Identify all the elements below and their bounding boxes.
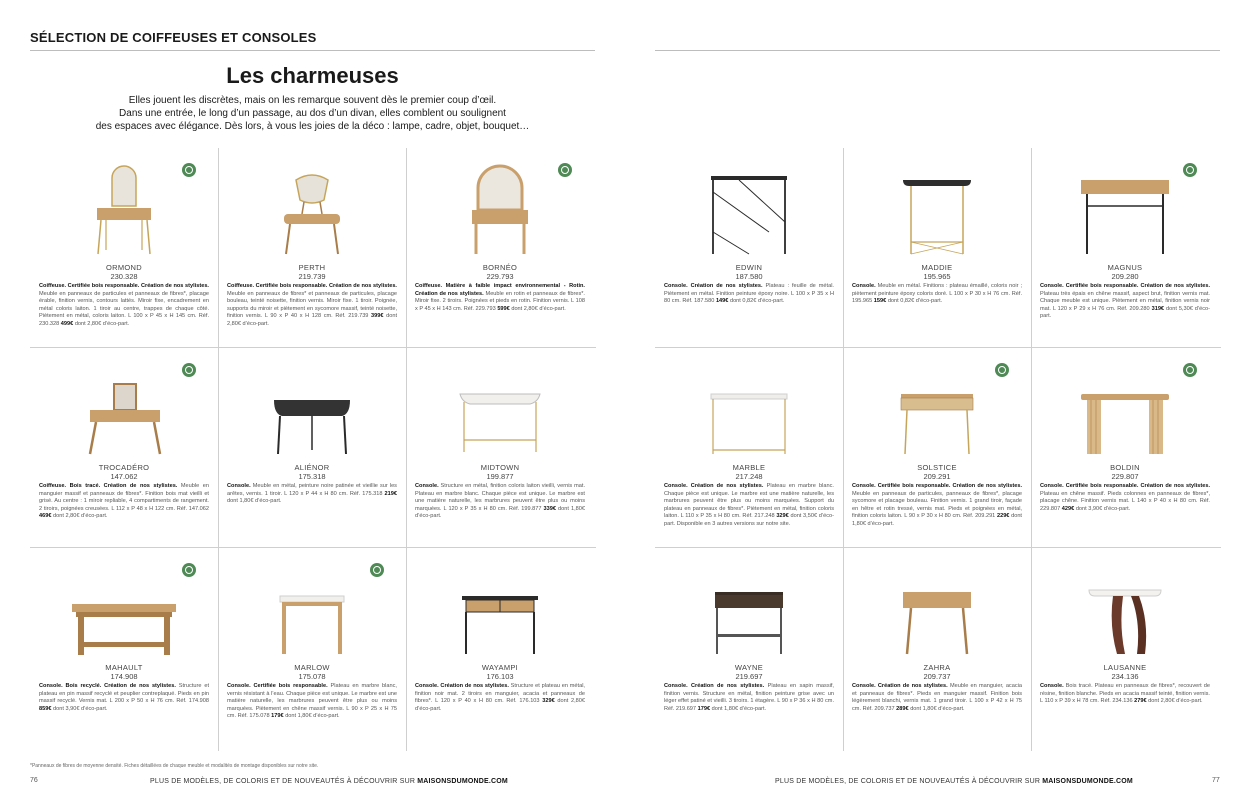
product-lead: Console. Certifiée bois responsable. Création de nos stylistes. — [852, 483, 1022, 489]
product-description — [664, 283, 834, 306]
product-price: 229€ — [996, 513, 1010, 520]
product-card[interactable] — [1031, 548, 1219, 748]
eco-participation: dont 0,82€ d’éco-part. — [887, 298, 943, 305]
product-name: MADDIE — [921, 263, 953, 272]
product-reference: 175.318 — [298, 472, 326, 481]
product-price: 339€ — [543, 505, 556, 512]
product-image[interactable] — [1031, 562, 1219, 662]
cta-text: PLUS DE MODÈLES, DE COLORIS ET DE NOUVEAUTÉS À DÉCOUVRIR SUR — [150, 778, 416, 785]
product-price: 599€ — [497, 305, 510, 312]
product-description — [664, 483, 834, 529]
product-image[interactable] — [406, 362, 594, 462]
product-name: TROCADÉRO — [98, 463, 150, 472]
product-reference: 209.280 — [1111, 272, 1139, 281]
product-image[interactable] — [843, 162, 1031, 262]
eco-participation: dont 5,30€ d’éco-part. — [1040, 305, 1210, 320]
product-card[interactable] — [655, 348, 843, 548]
product-lead: Console. Création de nos stylistes. — [415, 683, 509, 689]
product-name: BORNÉO — [482, 263, 518, 272]
product-price: 179€ — [271, 713, 284, 720]
product-lead: Console. Certifiée bois responsable. Création de nos stylistes. — [1040, 483, 1210, 489]
product-details: Meuble en rotin et panneaux de fibres*. Miroir fixe. 2 tiroirs. Poignées et pieds en rotin. Finition vernis. L 108 x P 45 x H 143 cm. Réf. 229.793 — [415, 290, 585, 312]
product-details: Meuble en métal, peinture noire patinée et vieillie sur les arêtes, vernis. 1 tiroir. L 120 x P 44 x H 80 cm. Réf. 175.318 — [227, 483, 397, 497]
product-name: MAGNUS — [1107, 263, 1143, 272]
product-card[interactable] — [655, 148, 843, 348]
product-name: WAYNE — [734, 663, 764, 672]
product-name: MARLOW — [294, 663, 330, 672]
eco-participation: dont 1,80€ d’éco-part. — [910, 705, 965, 712]
product-card[interactable] — [655, 548, 843, 748]
product-card[interactable] — [30, 548, 218, 748]
product-details: Plateau : feuille de métal. Piètement en métal. Finition peinture époxy noire. L 100 x P 35 x H 80 cm. Réf. 187.580 — [664, 283, 834, 305]
eco-participation: dont 1,80€ d’éco-part. — [227, 498, 282, 505]
eco-participation: dont 2,80€ d’éco-part. — [227, 313, 398, 327]
footer-cta-left — [150, 778, 508, 785]
eco-participation: dont 2,80€ d’éco-part. — [511, 305, 566, 312]
product-lead: Console. — [415, 483, 439, 489]
product-card[interactable] — [406, 548, 594, 748]
product-description — [227, 683, 397, 721]
headline: Les charmeuses — [226, 63, 399, 88]
product-image[interactable] — [30, 562, 218, 662]
product-lead: Console. Bois recyclé. Création de nos stylistes. — [39, 683, 176, 689]
product-details: Bois tracé. Plateau en panneaux de fibres*, recouvert de résine, finition blanche. Pieds en acacia massif teinté, finition vernis. L 110 x P 39 x H 78 cm. Réf. 234.136 — [1040, 683, 1210, 705]
product-description — [415, 283, 585, 313]
product-reference: 147.062 — [110, 472, 138, 481]
product-price: 279€ — [1134, 698, 1147, 705]
product-lead: Console. Création de nos stylistes. — [664, 283, 763, 289]
product-price: 329€ — [776, 513, 789, 520]
cta-site-link[interactable]: MAISONSDUMONDE.COM — [1042, 778, 1133, 785]
product-name: ZAHRA — [923, 663, 951, 672]
product-lead: Coiffeuse. Certifiée bois responsable. Création de nos stylistes. — [39, 283, 209, 289]
product-reference: 209.737 — [923, 672, 951, 681]
product-lead: Console. Création de nos stylistes. — [852, 683, 948, 689]
product-image[interactable] — [843, 362, 1031, 462]
product-price: 499€ — [60, 320, 74, 327]
product-details: Meuble en manguier, acacia et panneaux de fibres*. Pieds en manguier massif. Finition bois légèrement blanchi, vernis mat. 1 grand tiroir. L 100 x P 42 x H 75 cm. Réf. 209.737 — [852, 683, 1022, 712]
product-details: Plateau en sapin massif, finition vernis. Structure en métal, finition peinture grise avec un léger effet patiné et vieilli. 3 tiroirs. 1 étagère. L 90 x P 36 x H 80 cm. Réf. 219.697 — [664, 683, 834, 712]
product-details: Plateau en marbre blanc. Chaque pièce est unique. Le marbre est une matière naturelle, les marbrures peuvent être plus ou moins marquées. Support du plateau en panneaux de fibres*. Piètement en métal, finition coloris laiton. L 110 x P 35 x H 80 cm. Réf. 217.248 — [664, 483, 834, 520]
intro-line: Elles jouent les discrètes, mais on les remarque souvent dès le premier coup d’œil. — [128, 95, 497, 106]
product-lead: Coiffeuse. Matière à faible impact environnemental - Rotin. Création de nos stylistes. — [415, 283, 585, 297]
product-price: 159€ — [873, 298, 887, 305]
product-image[interactable] — [1031, 162, 1219, 262]
product-card[interactable] — [1031, 348, 1219, 548]
product-image[interactable] — [655, 362, 843, 462]
product-details: Meuble en panneaux de particules et panneaux de fibres*, placage érable, finition vernis, contours lattés. Miroir fixe, encadrement en métal coloris laiton. 1 tiroir au centre, trappes de chaque côté. Piètement en métal, coloris laiton. L 100 x P 45 x H 145 cm. Réf. 230.328 — [39, 290, 209, 327]
product-image[interactable] — [406, 562, 594, 662]
product-lead: Console. Certifiée bois responsable. Création de nos stylistes. — [1040, 283, 1210, 289]
left-header-rule — [30, 50, 595, 51]
eco-participation: dont 3,50€ d’éco-part. Disponible en 3 autres versions sur notre site. — [664, 513, 834, 527]
intro-line: des espaces avec élégance. Dès lors, à vous les joies de la déco : lampe, cadre, objet, bouquet… — [95, 121, 530, 132]
product-description — [1040, 483, 1210, 513]
eco-participation: dont 1,80€ d’éco-part. — [852, 513, 1022, 527]
product-name: WAYAMPI — [481, 663, 519, 672]
product-lead: Console. Création de nos stylistes. — [664, 683, 765, 689]
intro-line: Dans une entrée, le long d’un passage, au dos d’un divan, elles comblent ou soulignent — [119, 108, 506, 119]
product-description — [852, 283, 1022, 306]
footer-cta-right — [775, 778, 1133, 785]
eco-participation: dont 1,80€ d’éco-part. — [285, 713, 340, 720]
product-name: ALIÉNOR — [294, 463, 330, 472]
product-details: Plateau en chêne massif. Pieds colonnes en panneaux de fibres*, placage chêne. Finition vernis mat. L 140 x P 40 x H 80 cm. Réf. 229.807 — [1040, 490, 1210, 512]
eco-participation: dont 0,82€ d’éco-part. — [729, 298, 785, 305]
eco-participation: dont 1,80€ d’éco-part. — [711, 705, 767, 712]
product-image[interactable] — [655, 162, 843, 262]
product-name: BOLDIN — [1110, 463, 1140, 472]
product-description — [1040, 683, 1210, 706]
product-reference: 234.136 — [1111, 672, 1139, 681]
product-name: LAUSANNE — [1103, 663, 1147, 672]
right-product-grid — [655, 148, 1221, 751]
product-name: ORMOND — [106, 263, 142, 272]
product-price: 289€ — [896, 705, 909, 712]
product-name: MAHAULT — [105, 663, 143, 672]
cta-text: PLUS DE MODÈLES, DE COLORIS ET DE NOUVEAUTÉS À DÉCOUVRIR SUR — [775, 778, 1041, 785]
product-details: Meuble en métal. Finitions : plateau émaillé, coloris noir ; piètement peinture époxy coloris doré. L 100 x P 30 x H 76 cm. Réf. 195.965 — [852, 283, 1022, 305]
product-lead: Console. — [852, 283, 876, 289]
product-description — [227, 283, 397, 329]
product-card[interactable] — [843, 548, 1031, 748]
product-description — [415, 683, 585, 713]
eco-participation: dont 3,90€ d’éco-part. — [53, 705, 108, 712]
product-image[interactable] — [30, 162, 218, 262]
product-card[interactable] — [218, 548, 406, 748]
product-price: 859€ — [39, 705, 52, 712]
product-reference: 199.877 — [486, 472, 514, 481]
left-product-grid — [30, 148, 596, 751]
product-card[interactable] — [30, 148, 218, 348]
product-reference: 195.965 — [923, 272, 951, 281]
product-image[interactable] — [1031, 362, 1219, 462]
eco-participation: dont 2,80€ d’éco-part. — [1148, 698, 1203, 705]
product-details: Meuble en panneaux de fibres* et panneaux de particules, placage bouleau, teinté noisette, finition vernis. Miroir fixe. 1 tiroir. Poignée, supports du miroir et piètement en sycomore massif, teinté noisette, finition vernis. L 90 x P 40 x H 128 cm. Réf. 219.739 — [227, 290, 397, 320]
product-lead: Console. Certifiée bois responsable. — [227, 683, 328, 689]
page-number-right: 77 — [1212, 777, 1220, 784]
product-name: MIDTOWN — [480, 463, 520, 472]
product-name: EDWIN — [735, 263, 763, 272]
product-card[interactable] — [843, 148, 1031, 348]
product-reference: 176.103 — [486, 672, 514, 681]
product-card[interactable] — [218, 348, 406, 548]
product-details: Meuble en panneaux de particules, panneaux de fibres*, placage sycomore et placage bouleau. Finition vernis. 1 grand tiroir, façade en hêtre et rotin tressé, vernis mat. Pieds et poignées en métal, finition coloris laiton. L 90 x P 30 x H 80 cm. Réf. 209.291 — [852, 490, 1022, 520]
product-description — [852, 483, 1022, 529]
product-card[interactable] — [406, 148, 594, 348]
product-reference: 219.697 — [735, 672, 763, 681]
product-reference: 229.793 — [486, 272, 514, 281]
product-details: Plateau très épais en chêne massif, aspect brut, finition vernis mat. Chaque meuble est unique. Piètement en métal, finition vernis noir mat. L 120 x P 29 x H 76 cm. Réf. 209.280 — [1040, 290, 1210, 312]
footnote: *Panneaux de fibres de moyenne densité. Fiches détaillées de chaque meuble et modalités de montage disponibles sur notre site. — [30, 763, 319, 769]
product-card[interactable] — [1031, 148, 1219, 348]
product-description — [227, 483, 397, 506]
product-price: 149€ — [715, 298, 729, 305]
product-reference: 175.078 — [298, 672, 326, 681]
product-card[interactable] — [30, 348, 218, 548]
product-price: 399€ — [371, 313, 384, 320]
product-image[interactable] — [218, 162, 406, 262]
product-reference: 219.739 — [298, 272, 326, 281]
product-image[interactable] — [218, 562, 406, 662]
product-description — [852, 683, 1022, 713]
product-reference: 229.807 — [1111, 472, 1139, 481]
product-card[interactable] — [843, 348, 1031, 548]
product-price: 179€ — [697, 705, 711, 712]
eco-participation: dont 1,80€ d’éco-part. — [415, 505, 585, 520]
product-details: Plateau en marbre blanc, vernis résistant à l’eau. Chaque pièce est unique. Le marbre est une matière naturelle, les marbrures peuvent être plus ou moins marquées. Piètement en chêne massif vernis. L 90 x P 25 x H 75 cm. Réf. 175.078 — [227, 683, 397, 720]
product-reference: 230.328 — [110, 272, 138, 281]
product-reference: 209.291 — [923, 472, 951, 481]
product-details: Meuble en manguier massif et panneaux de fibres*. Finition bois mat vieilli et grisé. Au centre : 1 miroir repliable, 4 compartiments de rangement. 2 tiroirs, poignées creusées. L 112 x P 48 x H 122 cm. Réf. 147.062 — [39, 483, 209, 512]
product-image[interactable] — [218, 362, 406, 462]
product-lead: Console. — [227, 483, 251, 489]
product-reference: 187.580 — [735, 272, 763, 281]
product-reference: 174.908 — [110, 672, 138, 681]
product-reference: 217.248 — [735, 472, 763, 481]
product-price: 319€ — [1151, 305, 1165, 312]
product-lead: Coiffeuse. Certifiée bois responsable. Création de nos stylistes. — [227, 283, 397, 289]
product-price: 469€ — [39, 513, 52, 520]
product-card[interactable] — [406, 348, 594, 548]
product-name: SOLSTICE — [917, 463, 957, 472]
product-image[interactable] — [30, 362, 218, 462]
product-card[interactable] — [218, 148, 406, 348]
product-lead: Console. — [1040, 683, 1064, 689]
product-name: MARBLE — [732, 463, 766, 472]
product-description — [39, 283, 209, 329]
product-description — [415, 483, 585, 521]
product-details: Structure et plateau en métal, finition noir mat. 2 tiroirs en manguier, acacia et panneaux de fibres*. L 120 x P 40 x H 80 cm. Réf. 176.103 — [415, 683, 585, 705]
product-name: PERTH — [298, 263, 326, 272]
product-details: Structure et plateau en pin massif recyclé et peuplier contreplaqué. Pieds en pin massif recyclé. Vernis mat. L 200 x P 50 x H 76 cm. Réf. 174.908 — [39, 683, 209, 705]
product-image[interactable] — [843, 562, 1031, 662]
product-description — [39, 683, 209, 713]
product-image[interactable] — [406, 162, 594, 262]
right-header-rule — [655, 50, 1220, 51]
product-details: Structure en métal, finition coloris laiton vieilli, vernis mat. Plateau en marbre blanc. Chaque pièce est unique. Le marbre est une matière naturelle, les marbrures peuvent être plus ou moins marquées. L 120 x P 35 x H 80 cm. Réf. 199.877 — [415, 483, 586, 512]
product-price: 219€ — [384, 490, 397, 497]
eco-participation: dont 2,80€ d’éco-part. — [415, 698, 585, 712]
eco-participation: dont 3,90€ d’éco-part. — [1075, 505, 1131, 512]
product-description — [664, 683, 834, 713]
product-price: 429€ — [1061, 505, 1075, 512]
eco-participation: dont 2,80€ d’éco-part. — [74, 320, 130, 327]
cta-site-link[interactable]: MAISONSDUMONDE.COM — [417, 778, 508, 785]
product-description — [1040, 283, 1210, 321]
product-image[interactable] — [655, 562, 843, 662]
intro-text — [30, 94, 595, 133]
page-number-left: 76 — [30, 777, 38, 784]
product-description — [39, 483, 209, 521]
product-lead: Coiffeuse. Bois tracé. Création de nos stylistes. — [39, 483, 178, 489]
product-price: 329€ — [542, 698, 555, 705]
section-title: SÉLECTION DE COIFFEUSES ET CONSOLES — [30, 30, 317, 45]
eco-participation: dont 2,80€ d’éco-part. — [53, 513, 108, 520]
product-lead: Console. Création de nos stylistes. — [664, 483, 764, 489]
